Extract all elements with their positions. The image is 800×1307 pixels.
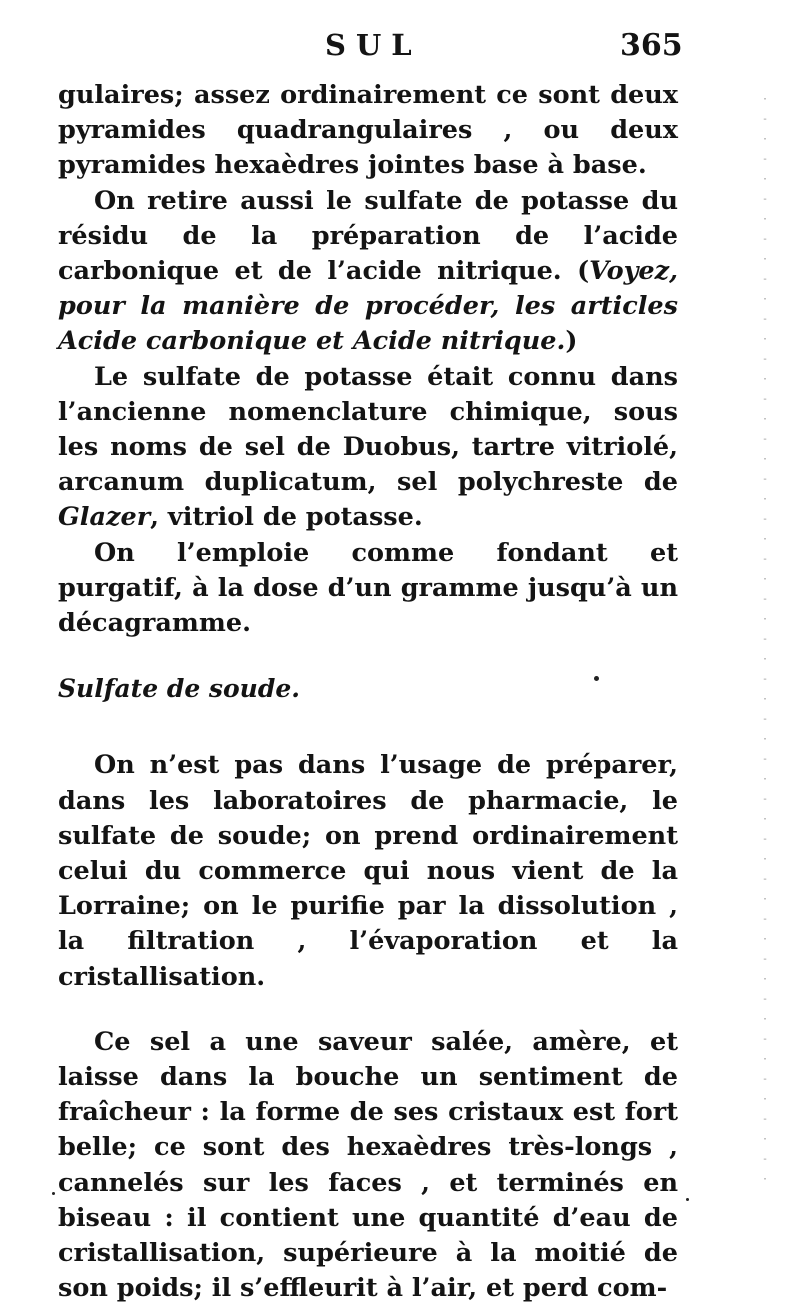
- ink-speck: [52, 1192, 55, 1195]
- ink-speck: [686, 1198, 689, 1201]
- running-title: SUL: [325, 28, 422, 62]
- paragraph-text: On retire aussi le sulfate de potasse du résidu de la préparation de l’acide carbonique et de l’acide nitrique. (: [58, 185, 678, 287]
- paragraph-text: ): [565, 326, 578, 357]
- running-head: [0, 28, 800, 74]
- margin-marks: · - · - · - · - · - · - · - · - · - · - · - · - · - · - · - · - · - · - · - · - · - · - · - · - · - · - · - ·: [761, 94, 769, 1185]
- paragraph: [58, 360, 678, 536]
- italic-reference: Voyez, pour la manière de procéder, les articles Acide carbonique et Acide nitrique.: [58, 256, 678, 357]
- paragraph: On l’emploie comme fondant et purgatif, à la dose d’un gramme jusqu’à un décagramme.: [58, 537, 678, 639]
- paragraph: Ce sel a une saveur salée, amère, et laisse dans la bouche un sentiment de fraîcheur : la forme de ses cristaux est fort belle; ce sont des hexaèdres très-longs , cannelés sur les faces , et terminés en biseau : il contient une quantité d’eau de cristallisation, supérieure à la moitié de son poids; il s’effleurit à l’air, et perd com-: [58, 1026, 678, 1304]
- section-title: Sulfate de soude.: [58, 674, 300, 704]
- paragraph: On n’est pas dans l’usage de préparer, dans les laboratoires de pharmacie, le sulfate de soude; on prend ordinairement celui du commerce qui nous vient de la Lorraine; on le purifie par la dissolution , la filtration , l’évaporation et la cristallisation.: [58, 750, 678, 992]
- paragraph: [58, 184, 678, 360]
- paragraph-text: , vitriol de potasse.: [150, 502, 423, 533]
- page-number: 365: [620, 28, 683, 63]
- paragraph-text: Le sulfate de potasse était connu dans l’ancienne nomenclature chimique, sous les noms de sel de Duobus, tartre vitriolé, arcanum duplicatum, sel polychreste de: [58, 361, 678, 498]
- ink-speck: [594, 676, 599, 681]
- italic-name: Glazer: [58, 502, 151, 533]
- paragraph: gulaires; assez ordinairement ce sont deux pyramides quadrangulaires , ou deux pyramides hexaèdres jointes base à base.: [58, 80, 678, 181]
- body-text: [58, 78, 678, 1307]
